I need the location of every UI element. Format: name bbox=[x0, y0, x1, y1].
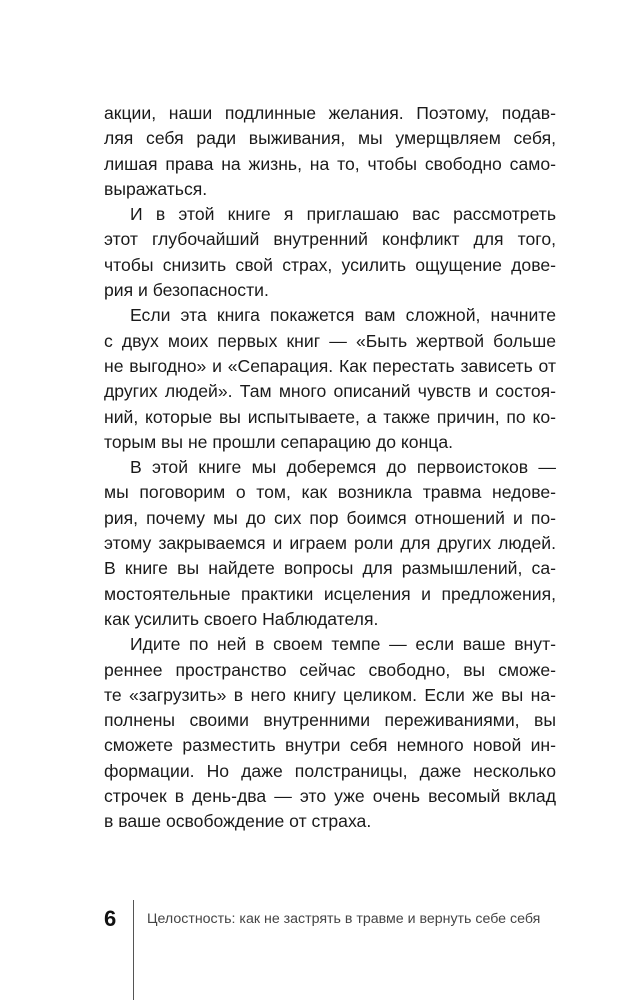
text-line: чтобы снизить свой страх, усилить ощущение дове- bbox=[104, 254, 556, 275]
text-line: В книге вы найдете вопросы для размышлений, са- bbox=[104, 558, 556, 579]
text-line: Если эта книга покажется вам сложной, начните bbox=[130, 305, 556, 326]
page-number: 6 bbox=[104, 906, 117, 931]
text-line: выражаться. bbox=[104, 178, 208, 199]
paragraph bbox=[104, 202, 556, 303]
footer-divider bbox=[133, 900, 134, 1000]
text-line: как усилить своего Наблюдателя. bbox=[104, 608, 379, 629]
text-line: в ваше освобождение от страха. bbox=[104, 811, 372, 832]
body-text bbox=[104, 101, 556, 835]
text-line: формации. Но даже полстраницы, даже несколько bbox=[104, 760, 556, 781]
text-line: этому закрываемся и играем роли для других людей. bbox=[104, 533, 556, 554]
text-line: реннее пространство сейчас свободно, вы сможе- bbox=[104, 659, 556, 680]
text-line: строчек в день-два — это уже очень весомый вклад bbox=[104, 786, 556, 807]
paragraph bbox=[104, 632, 556, 834]
paragraph bbox=[104, 303, 556, 455]
text-line: полнены своими внутренними переживаниями, вы bbox=[104, 710, 556, 731]
paragraph bbox=[104, 101, 556, 202]
text-line: не выгодно» и «Сепарация. Как перестать зависеть от bbox=[104, 355, 556, 376]
text-line: ляя себя ради выживания, мы умерщвляем себя, bbox=[104, 128, 556, 149]
text-line: рия, почему мы до сих пор боимся отношений и по- bbox=[104, 507, 556, 528]
text-line: рия и безопасности. bbox=[104, 280, 269, 301]
text-line: И в этой книге я приглашаю вас рассмотреть bbox=[130, 204, 556, 225]
page-footer bbox=[0, 900, 631, 1000]
text-line: Идите по ней в своем темпе — если ваше внут- bbox=[130, 634, 556, 655]
text-line: сможете разместить внутри себя немного новой ин- bbox=[104, 735, 556, 756]
text-line: торым вы не прошли сепарацию до конца. bbox=[104, 431, 454, 452]
text-line: этот глубочайший внутренний конфликт для того, bbox=[104, 229, 556, 250]
text-line: акции, наши подлинные желания. Поэтому, подав- bbox=[104, 103, 556, 123]
text-line: других людей». Там много описаний чувств и состоя- bbox=[104, 381, 556, 402]
text-line: В этой книге мы доберемся до первоистоков — bbox=[130, 457, 556, 478]
paragraph bbox=[104, 455, 556, 632]
text-line: те «загрузить» в него книгу целиком. Если же вы на- bbox=[104, 684, 556, 705]
running-title: Целостность: как не застрять в травме и вернуть себе себя bbox=[147, 911, 541, 927]
text-line: ний, которые вы испытываете, а также причин, по ко- bbox=[104, 406, 556, 427]
text-line: мостоятельные практики исцеления и предложения, bbox=[104, 583, 556, 604]
text-line: с двух моих первых книг — «Быть жертвой больше bbox=[104, 330, 556, 351]
text-line: лишая права на жизнь, на то, чтобы свободно само- bbox=[104, 153, 556, 174]
text-line: мы поговорим о том, как возникла травма недове- bbox=[104, 482, 556, 503]
